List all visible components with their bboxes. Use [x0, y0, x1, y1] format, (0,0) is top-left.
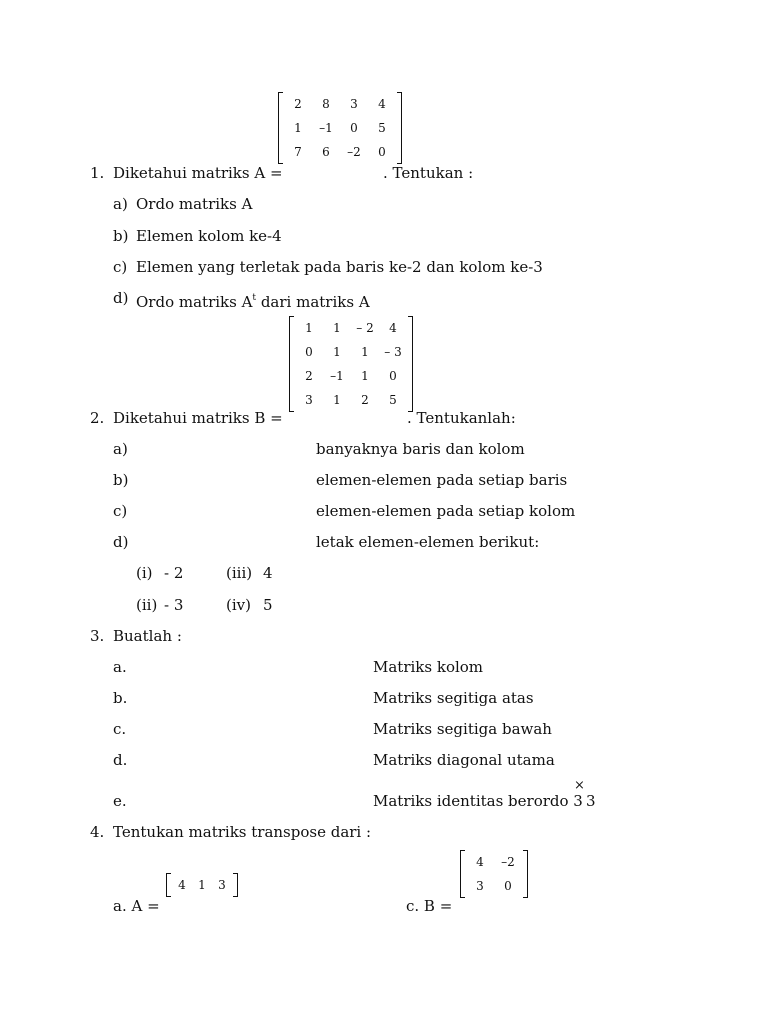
q1-item-label: d) [113, 289, 129, 307]
q3-item-label: d. [113, 751, 128, 769]
matrix-row [466, 874, 522, 898]
matrix-cell: 1 [294, 121, 302, 135]
matrix-cell: 4 [389, 321, 397, 335]
q4-number: 4. [90, 823, 105, 841]
q3-item-text: Matriks diagonal utama [373, 751, 555, 769]
matrix-right-bracket [523, 850, 528, 898]
q2-item-label: d) [113, 533, 129, 551]
q2-intro-end: . Tentukanlah: [407, 409, 516, 427]
matrix-row [284, 116, 396, 140]
q1-number: 1. [90, 164, 105, 182]
matrix-right-bracket [397, 92, 402, 164]
matrix-row [295, 364, 407, 388]
q4-a-label: a. A = [113, 897, 160, 915]
matrix-cell: 0 [305, 345, 313, 359]
matrix-cell: 1 [361, 345, 369, 359]
matrix-cell: 5 [378, 121, 386, 135]
matrix-cell: 1 [333, 345, 341, 359]
matrix-row [172, 873, 232, 897]
matrix-left-bracket [289, 316, 294, 412]
q3-item-label: a. [113, 658, 127, 676]
matrix-cell: 2 [305, 369, 313, 383]
matrix-left-bracket [278, 92, 283, 164]
matrix-cell: 3 [476, 879, 484, 893]
q2-intro: Diketahui matriks B = [113, 409, 283, 427]
matrix-cell: 0 [504, 879, 512, 893]
q2-sub-value: 5 [263, 596, 273, 614]
matrix-cell: 1 [333, 393, 341, 407]
matrix-row [295, 388, 407, 412]
q3-item-text: Matriks kolom [373, 658, 484, 676]
matrix-cell: 7 [294, 145, 302, 159]
matrix-row [466, 850, 522, 874]
matrix-cell: 3 [218, 878, 226, 892]
matrix-row [284, 92, 396, 116]
q1-intro-end: . Tentukan : [383, 164, 474, 182]
transpose-superscript: t [252, 293, 257, 303]
q3-ordo-suffix: 3 [586, 792, 596, 810]
matrix-cell: 6 [322, 145, 330, 159]
matrix-cell: 2 [294, 97, 302, 111]
q3-item-label: c. [113, 720, 127, 738]
q1-item-text [136, 289, 370, 311]
q1-d-text: Ordo matriks A [136, 293, 253, 311]
matrix-a-row [166, 873, 238, 897]
matrix-cell: 0 [350, 121, 358, 135]
matrix-grid [466, 850, 522, 898]
q2-item-text: elemen-elemen pada setiap kolom [316, 502, 576, 520]
times-symbol: × [574, 778, 585, 793]
q1-item-text: Elemen yang terletak pada baris ke-2 dan kolom ke-3 [136, 258, 543, 276]
matrix-right-bracket [233, 873, 238, 897]
matrix-row [295, 316, 407, 340]
q2-sub-label: (iii) [226, 564, 253, 582]
q3-item-label: b. [113, 689, 128, 707]
matrix-cell: –2 [347, 145, 361, 159]
q2-item-text: banyaknya baris dan kolom [316, 440, 525, 458]
q2-item-label: c) [113, 502, 128, 520]
matrix-grid [295, 316, 407, 412]
matrix-left-bracket [460, 850, 465, 898]
matrix-cell: 0 [378, 145, 386, 159]
q2-number: 2. [90, 409, 105, 427]
matrix-cell: –2 [501, 855, 515, 869]
matrix-cell: 0 [389, 369, 397, 383]
q1-intro: Diketahui matriks A = [113, 164, 283, 182]
matrix-cell: –1 [319, 121, 333, 135]
matrix-cell: 3 [350, 97, 358, 111]
q4-c-label: c. B = [406, 897, 453, 915]
matrix-cell: 4 [378, 97, 386, 111]
q3-item-text: Matriks identitas berordo 3 [373, 792, 583, 810]
q2-item-label: a) [113, 440, 128, 458]
q2-item-text: letak elemen-elemen berikut: [316, 533, 540, 551]
q1-item-label: b) [113, 227, 129, 245]
q1-item-text: Elemen kolom ke-4 [136, 227, 282, 245]
q1-item-label: a) [113, 195, 128, 213]
matrix-cell: 8 [322, 97, 330, 111]
matrix-cell: –1 [330, 369, 344, 383]
matrix-b-2x2 [460, 850, 528, 898]
matrix-row [295, 340, 407, 364]
q3-item-label: e. [113, 792, 127, 810]
matrix-cell: 3 [305, 393, 313, 407]
q1-item-text: Ordo matriks A [136, 195, 253, 213]
q2-sub-value: - 3 [164, 596, 184, 614]
q2-sub-label: (iv) [226, 596, 251, 614]
matrix-grid [172, 873, 232, 897]
q2-sub-value: 4 [263, 564, 273, 582]
q3-item-text: Matriks segitiga atas [373, 689, 534, 707]
q4-intro: Tentukan matriks transpose dari : [113, 823, 372, 841]
q3-intro: Buatlah : [113, 627, 182, 645]
matrix-cell: 1 [361, 369, 369, 383]
matrix-cell: 1 [198, 878, 206, 892]
matrix-cell: 5 [389, 393, 397, 407]
matrix-cell: 4 [178, 878, 186, 892]
matrix-row [284, 140, 396, 164]
matrix-left-bracket [166, 873, 171, 897]
q2-sub-label: (ii) [136, 596, 158, 614]
q3-item-text: Matriks segitiga bawah [373, 720, 552, 738]
q1-d-text-end: dari matriks A [256, 293, 370, 311]
matrix-cell: 1 [305, 321, 313, 335]
q1-item-label: c) [113, 258, 128, 276]
q2-item-text: elemen-elemen pada setiap baris [316, 471, 568, 489]
matrix-cell: 2 [361, 393, 369, 407]
q2-item-label: b) [113, 471, 129, 489]
matrix-cell: 1 [333, 321, 341, 335]
matrix-a [278, 92, 402, 164]
matrix-cell: – 3 [384, 345, 402, 359]
matrix-grid [284, 92, 396, 164]
matrix-cell: – 2 [356, 321, 374, 335]
matrix-b [289, 316, 413, 412]
q2-sub-value: - 2 [164, 564, 184, 582]
q3-number: 3. [90, 627, 105, 645]
matrix-cell: 4 [476, 855, 484, 869]
q2-sub-label: (i) [136, 564, 153, 582]
matrix-right-bracket [408, 316, 413, 412]
